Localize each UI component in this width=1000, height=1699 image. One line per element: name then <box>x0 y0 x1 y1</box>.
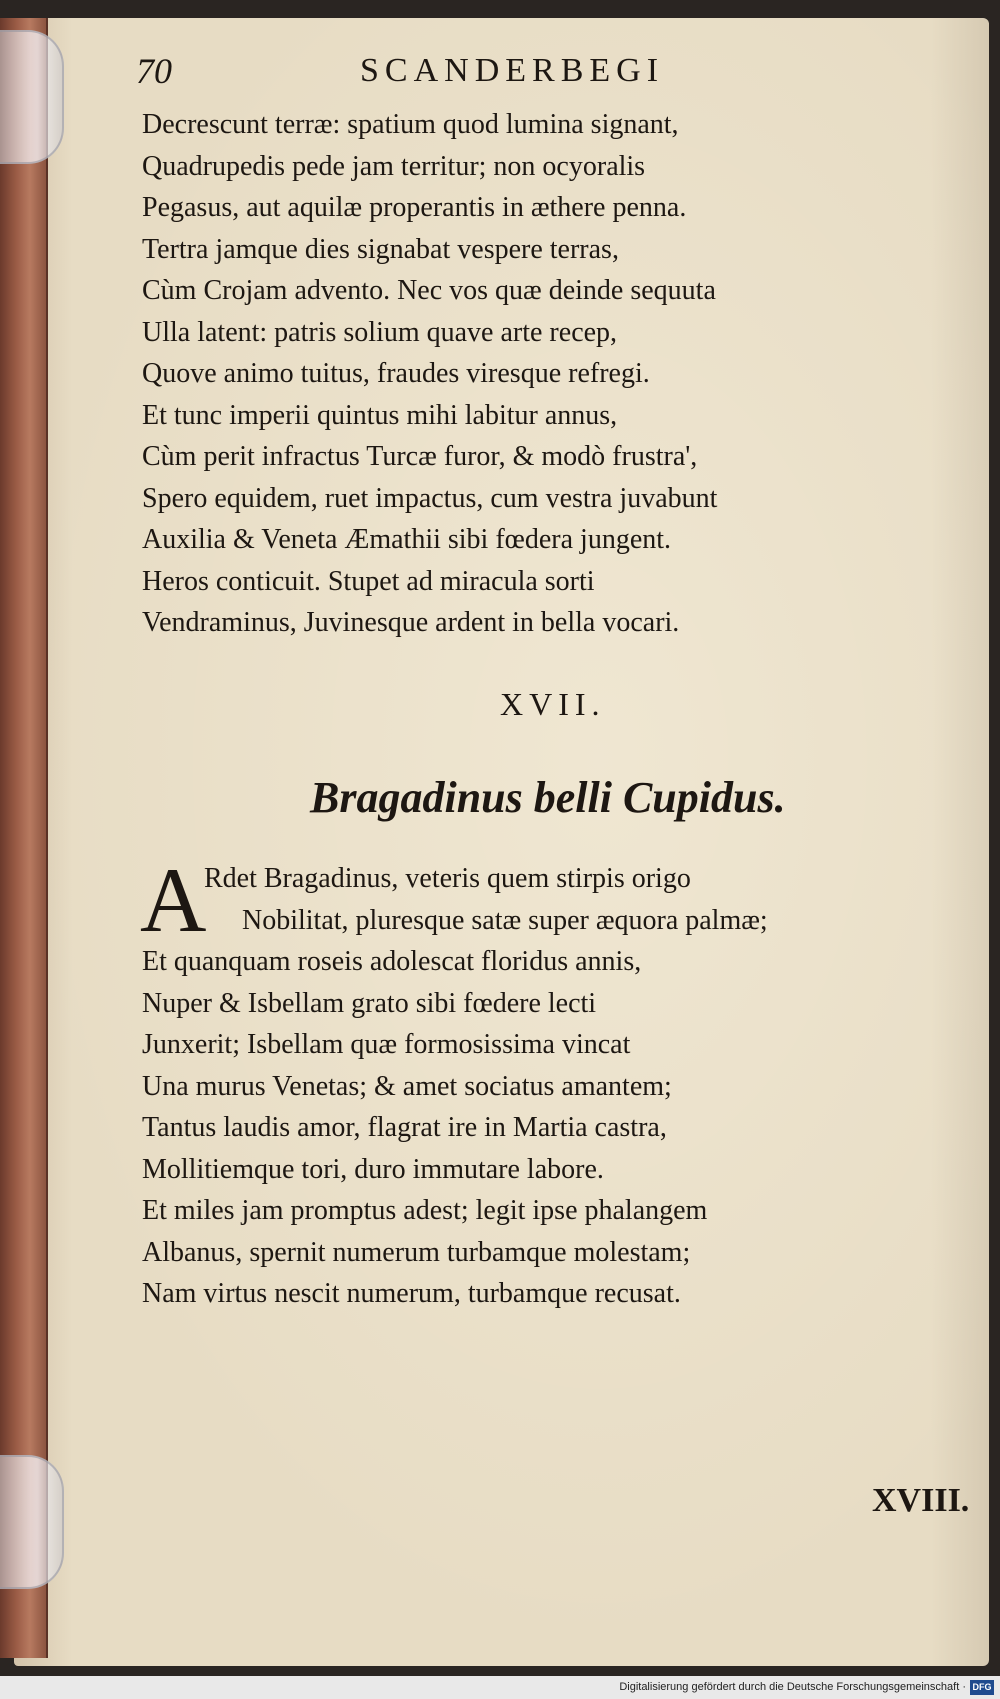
verse-line: Spero equidem, ruet impactus, cum vestra juvabunt <box>142 482 718 514</box>
dfg-logo: DFG <box>970 1680 994 1695</box>
verse-line: Vendraminus, Juvinesque ardent in bella vocari. <box>142 607 680 638</box>
verse-line: Albanus, spernit numerum turbamque molestam; <box>142 1236 691 1268</box>
drop-cap: A <box>140 849 207 951</box>
verse-line: Auxilia & Veneta Æmathii sibi fœdera jungent. <box>142 524 672 555</box>
verse-line: Ulla latent: patris solium quave arte recep, <box>142 316 618 348</box>
verse-stanza-2 <box>140 849 982 1315</box>
verse-line: Rdet Bragadinus, veteris quem stirpis origo <box>204 863 691 894</box>
verse-line: Et tunc imperii quintus mihi labitur annus, <box>142 399 618 431</box>
verse-line: Nobilitat, pluresque satæ super æquora palmæ; <box>242 904 768 936</box>
section-title: Bragadinus belli Cupidus. <box>310 773 786 822</box>
verse-line: Nuper & Isbellam grato sibi fœdere lecti <box>142 987 597 1019</box>
verse-line: Tertra jamque dies signabat vespere terras, <box>142 233 619 265</box>
running-head: SCANDERBEGI <box>360 52 665 89</box>
verse-line: Junxerit; Isbellam quæ formosissima vincat <box>142 1029 631 1060</box>
verse-line: Decrescunt terræ: spatium quod lumina signant, <box>142 109 679 140</box>
verse-line: Nam virtus nescit numerum, turbamque recusat. <box>142 1278 681 1309</box>
verse-line: Et miles jam promptus adest; legit ipse phalangem <box>142 1195 708 1226</box>
verse-line: Et quanquam roseis adolescat floridus annis, <box>142 946 642 977</box>
verse-line: Quove animo tuitus, fraudes viresque refregi. <box>142 358 650 389</box>
verse-line: Cùm Crojam advento. Nec vos quæ deinde sequuta <box>142 275 716 306</box>
section-number: XVII. <box>500 686 606 722</box>
verse-line: Heros conticuit. Stupet ad miracula sorti <box>142 565 595 597</box>
catchword: XVIII. <box>872 1482 970 1519</box>
verse-line: Tantus laudis amor, flagrat ire in Martia castra, <box>142 1112 667 1143</box>
verse-line: Mollitiemque tori, duro immutare labore. <box>142 1153 604 1185</box>
verse-stanza-1 <box>142 104 982 644</box>
digitization-credit: Digitalisierung gefördert durch die Deutsche Forschungsgemeinschaft · <box>619 1681 966 1693</box>
verse-line: Cùm perit infractus Turcæ furor, & modò frustra', <box>142 441 698 472</box>
verse-line: Pegasus, aut aquilæ properantis in æthere penna. <box>142 192 687 223</box>
verse-line: Quadrupedis pede jam territur; non ocyoralis <box>142 150 646 182</box>
page-number: 70 <box>136 51 172 91</box>
verse-line: Una murus Venetas; & amet sociatus amantem; <box>142 1070 672 1102</box>
